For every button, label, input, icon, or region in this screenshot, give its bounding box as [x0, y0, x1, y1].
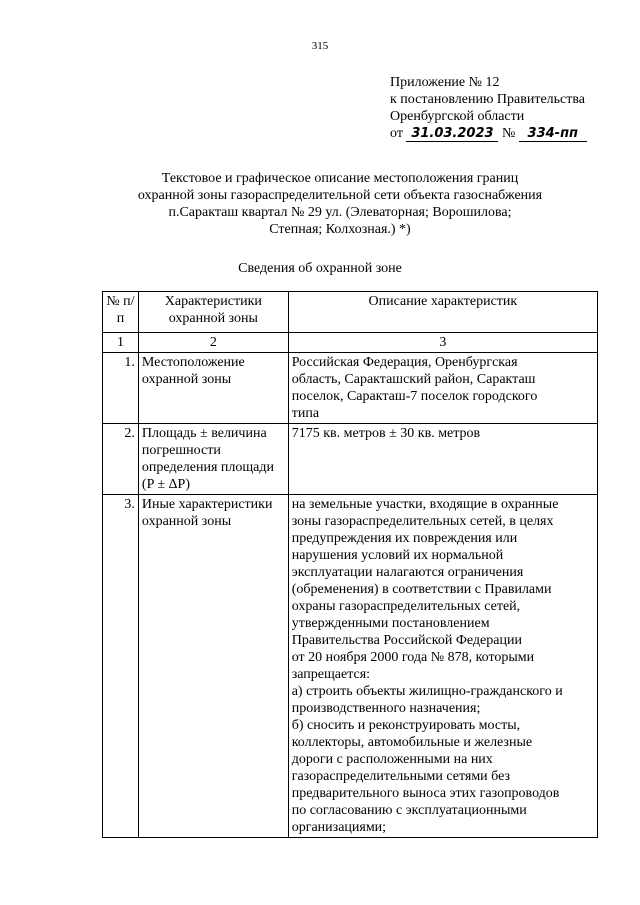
description-line: поселок, Саракташ-7 поселок городского — [291, 389, 538, 404]
document-title — [100, 170, 580, 238]
appendix-line-1: Приложение № 12 — [390, 75, 500, 90]
row-number: 2. — [103, 424, 139, 495]
table-row — [103, 495, 598, 838]
description-line: область, Саракташский район, Саракташ — [291, 372, 536, 387]
title-line: Текстовое и графическое описание местоположения границ — [161, 171, 519, 186]
description-line: Правительства Российской Федерации — [291, 633, 522, 648]
description-line: дороги с расположенными на них — [291, 752, 493, 767]
description-line: от 20 ноября 2000 года № 878, которыми — [291, 650, 535, 665]
description-line: 7175 кв. метров ± 30 кв. метров — [291, 426, 481, 441]
row-characteristic: Площадь ± величина погрешности определения площади (P ± ΔP) — [138, 424, 288, 495]
numbering-cell: 3 — [288, 333, 597, 353]
description-line: на земельные участки, входящие в охранные — [291, 497, 559, 512]
description-line: организациями; — [291, 820, 387, 835]
description-line: а) строить объекты жилищно-гражданского и — [291, 684, 563, 699]
header-cell-description: Описание характеристик — [288, 292, 597, 333]
table-header-row — [103, 292, 598, 333]
from-label: от — [390, 126, 403, 141]
table-row — [103, 424, 598, 495]
title-line: Степная; Колхозная.) *) — [269, 222, 411, 237]
header-cell-characteristic: Характеристики охранной зоны — [138, 292, 288, 333]
appendix-line-2: к постановлению Правительства — [390, 92, 586, 107]
row-description — [288, 353, 597, 424]
description-line: по согласованию с эксплуатационными — [291, 803, 527, 818]
description-line: охраны газораспределительных сетей, — [291, 599, 521, 614]
row-number: 1. — [103, 353, 139, 424]
table-numbering-row — [103, 333, 598, 353]
appendix-block — [390, 74, 587, 142]
description-line: эксплуатации налагаются ограничения — [291, 565, 524, 580]
description-line: газораспределительными сетями без — [291, 769, 511, 784]
title-line: охранной зоны газораспределительной сети объекта газоснабжения — [137, 188, 543, 203]
description-line: запрещается: — [291, 667, 371, 682]
description-line: производственного назначения; — [291, 701, 481, 716]
row-characteristic: Местоположение охранной зоны — [138, 353, 288, 424]
protection-zone-table — [102, 291, 598, 838]
row-characteristic: Иные характеристики охранной зоны — [138, 495, 288, 838]
description-line: утвержденными постановлением — [291, 616, 490, 631]
section-subtitle: Сведения об охранной зоне — [238, 261, 402, 276]
appendix-line-3: Оренбургской области — [390, 109, 525, 124]
row-description — [288, 424, 597, 495]
description-line: коллекторы, автомобильные и железные — [291, 735, 533, 750]
row-description — [288, 495, 597, 838]
description-line: зоны газораспределительных сетей, в целях — [291, 514, 554, 529]
page-number: 315 — [311, 40, 329, 52]
numbering-cell: 2 — [138, 333, 288, 353]
handwritten-date: 31.03.2023 — [406, 127, 498, 142]
table-row — [103, 353, 598, 424]
description-line: типа — [291, 406, 320, 421]
title-line: п.Саракташ квартал № 29 ул. (Элеваторная; Ворошилова; — [168, 205, 512, 220]
handwritten-number: 334-пп — [519, 127, 587, 142]
description-line: (обременения) в соответствии с Правилами — [291, 582, 552, 597]
appendix-decree-line — [390, 125, 587, 142]
numbering-cell: 1 — [103, 333, 139, 353]
row-number: 3. — [103, 495, 139, 838]
description-line: предварительного выноса этих газопроводов — [291, 786, 560, 801]
header-cell-number: № п/п — [103, 292, 139, 333]
description-line: нарушения условий их нормальной — [291, 548, 504, 563]
description-line: предупреждения их повреждения или — [291, 531, 518, 546]
description-line: Российская Федерация, Оренбургская — [291, 355, 518, 370]
number-label: № — [501, 126, 516, 141]
description-line: б) сносить и реконструировать мосты, — [291, 718, 521, 733]
